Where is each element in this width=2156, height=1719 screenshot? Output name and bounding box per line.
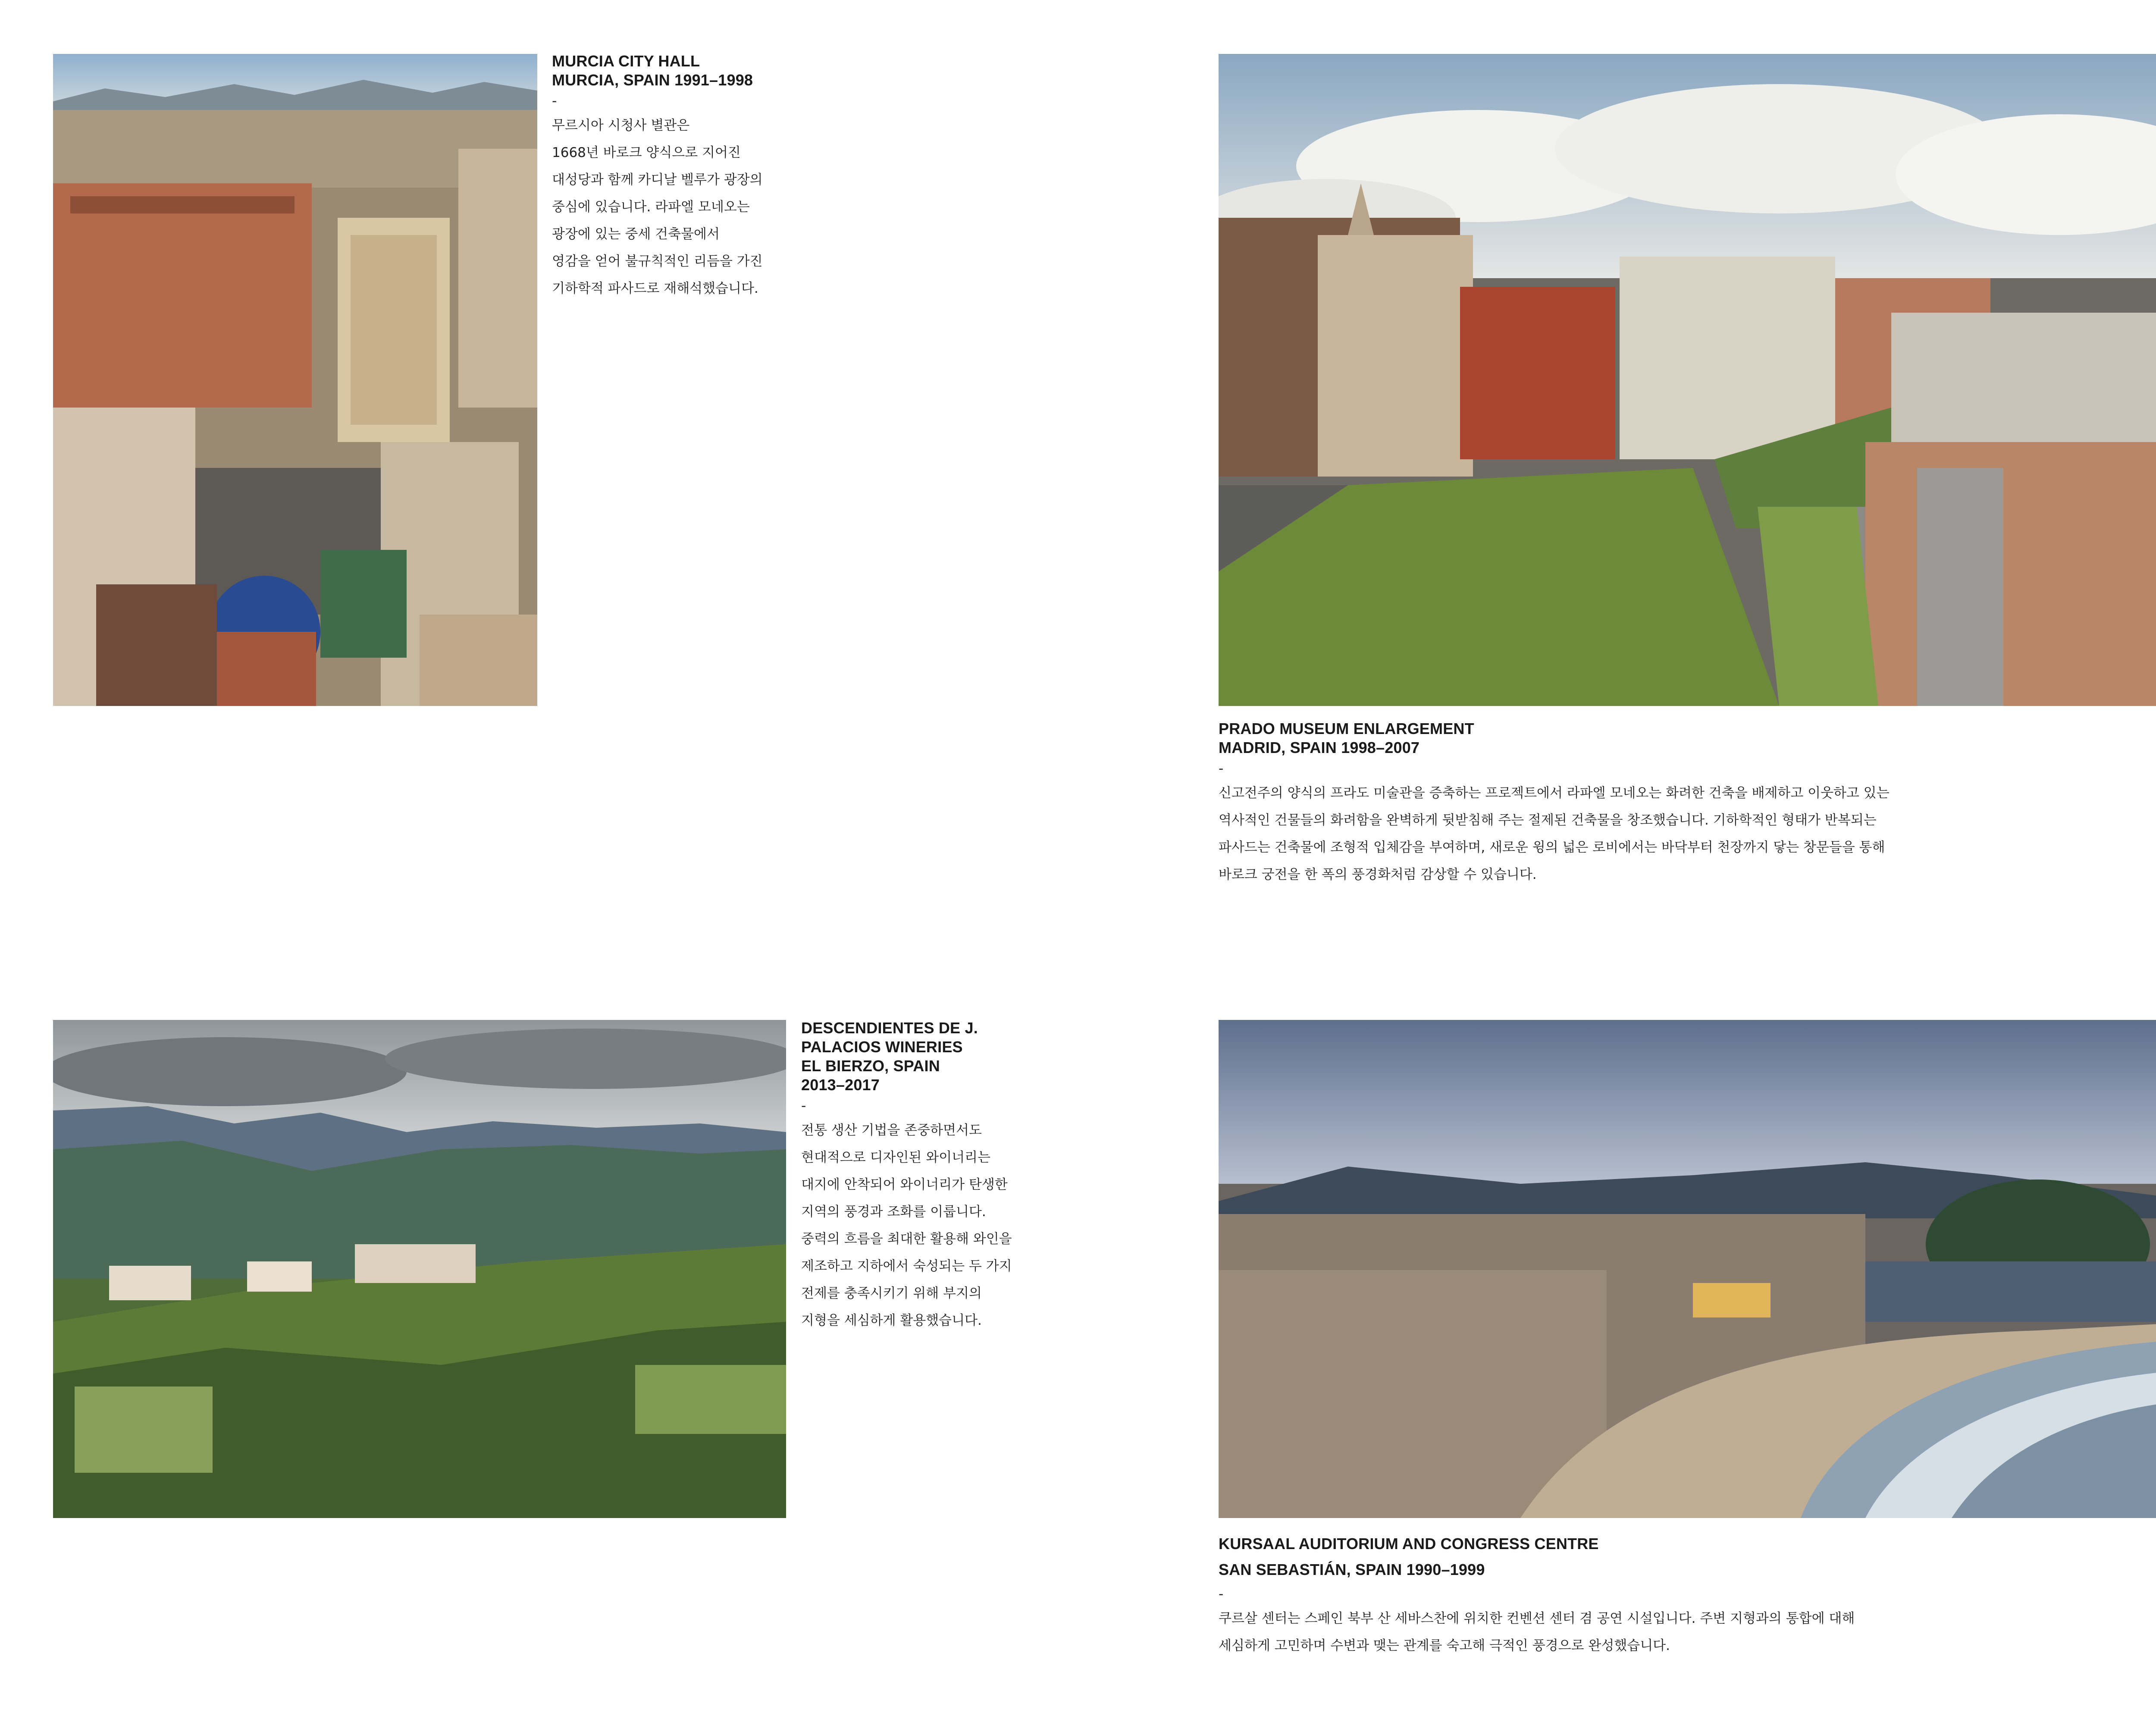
palacios-wineries-photo [53,1020,786,1518]
palacios-description: 전통 생산 기법을 존중하면서도 현대적으로 디자인된 와이너리는 대지에 안착되어 와이너리가 탄생한 지역의 풍경과 조화를 이룹니다. 중력의 흐름을 최대한 활용해 와인을 제조하고 지하에서 숙성되는 두 가지 전제를 충족시키기 위해 부지의 지형을 세심하게 활용했습니다. [801,1123,1012,1328]
prado-location: MADRID, SPAIN 1998–2007 [1219,739,1420,756]
prado-dash: - [1219,760,1224,777]
murcia-caption [552,52,819,302]
palacios-caption [801,1019,1069,1334]
murcia-location: MURCIA, SPAIN 1991–1998 [552,71,753,89]
palacios-dash: - [801,1098,806,1114]
kursaal-description: 쿠르살 센터는 스페인 북부 산 세바스찬에 위치한 컨벤션 센터 겸 공연 시설입니다. 주변 지형과의 통합에 대해 세심하게 고민하며 수변과 맺는 관계를 숙고해 극적인 풍경으로 완성했습니다. [1219,1611,1855,1653]
kursaal-caption [1219,1531,1995,1659]
prado-title: PRADO MUSEUM ENLARGEMENT [1219,720,1474,737]
murcia-city-hall-photo [53,54,537,706]
prado-description: 신고전주의 양식의 프라도 미술관을 증축하는 프로젝트에서 라파엘 모네오는 화려한 건축을 배제하고 이웃하고 있는 역사적인 건물들의 화려함을 완벽하게 뒷받침해 주는 절제된 건축물을 창조했습니다. 기하학적인 형태가 반복되는 파사드는 건축물에 조형적 입체감을 부여하며, 새로운 윙의 넓은 로비에서는 바닥부터 천장까지 닿는 창문들을 통해 바로크 궁전을 한 폭의 풍경화처럼 감상할 수 있습니다. [1219,785,1890,882]
prado-caption [1219,719,1995,888]
palacios-location: EL BIERZO, SPAIN [801,1057,940,1075]
palacios-years: 2013–2017 [801,1076,880,1094]
murcia-dash: - [552,93,557,109]
kursaal-location: SAN SEBASTIÁN, SPAIN 1990–1999 [1219,1561,1485,1578]
murcia-description: 무르시아 시청사 별관은 1668년 바로크 양식으로 지어진 대성당과 함께 카디날 벨루가 광장의 중심에 있습니다. 라파엘 모네오는 광장에 있는 중세 건축물에서 영감을 얻어 불규칙적인 리듬을 가진 기하학적 파사드로 재해석했습니다. [552,118,763,296]
kursaal-title: KURSAAL AUDITORIUM AND CONGRESS CENTRE [1219,1535,1599,1553]
palacios-title-1: DESCENDIENTES DE J. [801,1019,978,1037]
kursaal-dash: - [1219,1586,1224,1602]
kursaal-auditorium-photo [1219,1020,2156,1518]
palacios-title-2: PALACIOS WINERIES [801,1038,963,1056]
murcia-title: MURCIA CITY HALL [552,52,700,70]
prado-museum-photo [1219,54,2156,706]
